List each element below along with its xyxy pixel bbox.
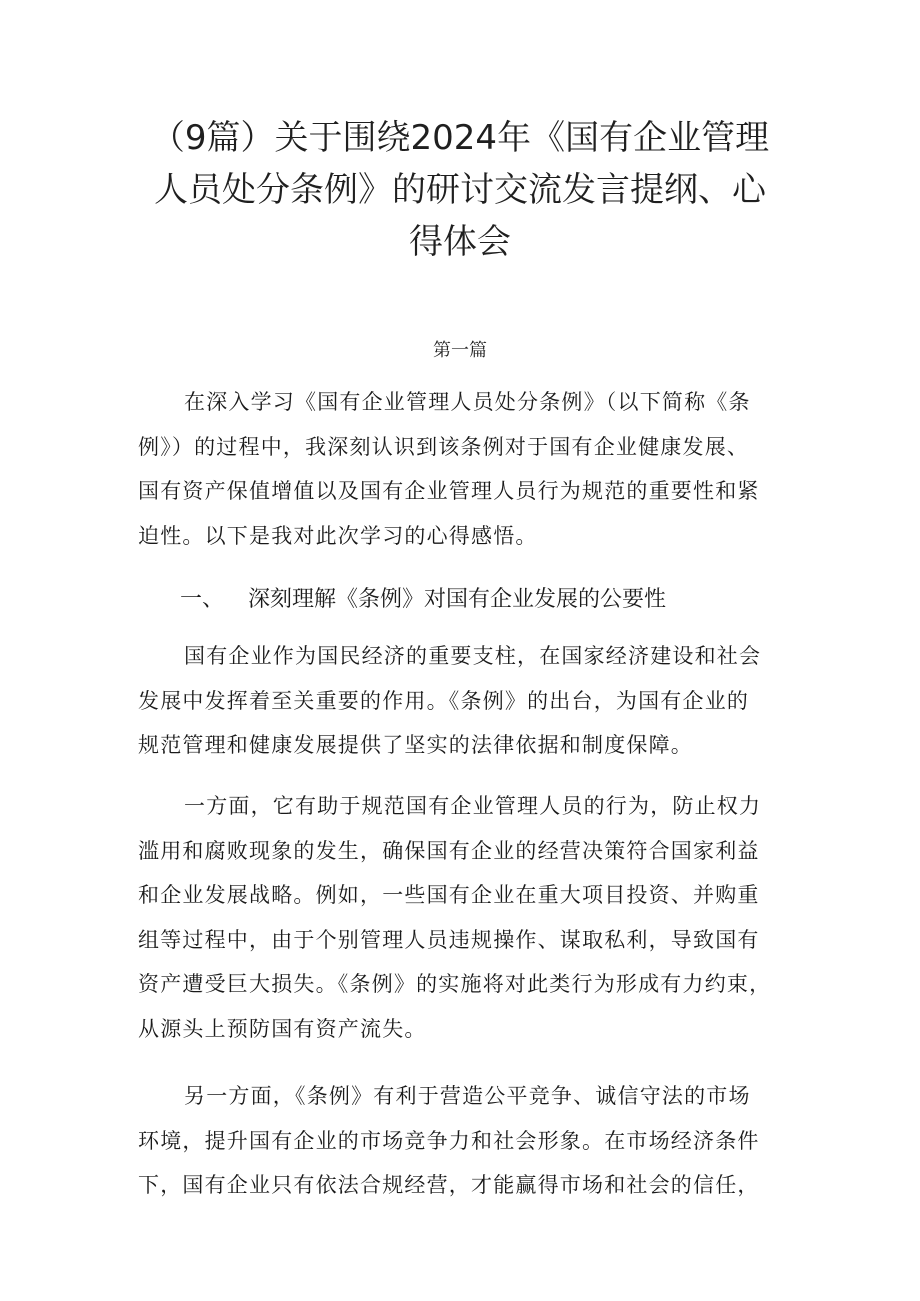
paragraph-line: 和企业发展战略。例如，一些国有企业在重大项目投资、并购重 (138, 883, 760, 908)
paragraph-line: 滥用和腐败现象的发生，确保国有企业的经营决策符合国家利益 (138, 838, 760, 863)
section-label: 第一篇 (433, 340, 487, 361)
document-title (120, 112, 800, 268)
paragraph-line: 另一方面，《条例》有利于营造公平竞争、诚信守法的市场 (184, 1084, 751, 1108)
paragraph-line: 组等过程中，由于个别管理人员违规操作、谋取私利，导致国有 (138, 927, 760, 952)
title-line: 得体会 (409, 222, 511, 262)
intro-paragraph (138, 380, 798, 558)
title-line: 人员处分条例》的研讨交流发言提纲、心 (154, 170, 766, 210)
body-paragraph-3 (138, 1074, 798, 1208)
paragraph-line: 下，国有企业只有依法合规经营，才能赢得市场和社会的信任， (138, 1173, 760, 1198)
paragraph-line: 一方面，它有助于规范国有企业管理人员的行为，防止权力 (184, 794, 762, 818)
paragraph-line: 国有企业作为国民经济的重要支柱，在国家经济建设和社会 (184, 644, 762, 668)
body-paragraph-1 (138, 634, 798, 768)
section-heading (180, 582, 800, 618)
paragraph-line: 环境，提升国有企业的市场竞争力和社会形象。在市场经济条件 (138, 1128, 760, 1153)
paragraph-line: 例》）的过程中，我深刻认识到该条例对于国有企业健康发展、 (138, 434, 750, 459)
paragraph-line: 在深入学习《国有企业管理人员处分条例》（以下简称《条 (184, 390, 751, 414)
paragraph-line: 迫性。以下是我对此次学习的心得感悟。 (138, 523, 538, 548)
title-line: （9篇）关于围绕2024年《国有企业管理 (150, 118, 770, 158)
paragraph-line: 规范管理和健康发展提供了坚实的法律依据和制度保障。 (138, 733, 693, 758)
paragraph-line: 资产遭受巨大损失。《条例》的实施将对此类行为形成有力约束， (138, 972, 772, 997)
body-paragraph-2 (138, 784, 798, 1052)
paragraph-line: 发展中发挥着至关重要的作用。《条例》的出台，为国有企业的 (138, 688, 750, 713)
heading-text: 深刻理解《条例》对国有企业发展的公要性 (248, 587, 667, 612)
paragraph-line: 国有资产保值增值以及国有企业管理人员行为规范的重要性和紧 (138, 479, 760, 504)
paragraph-line: 从源头上预防国有资产流失。 (138, 1016, 427, 1041)
heading-number: 一、 (180, 587, 225, 612)
